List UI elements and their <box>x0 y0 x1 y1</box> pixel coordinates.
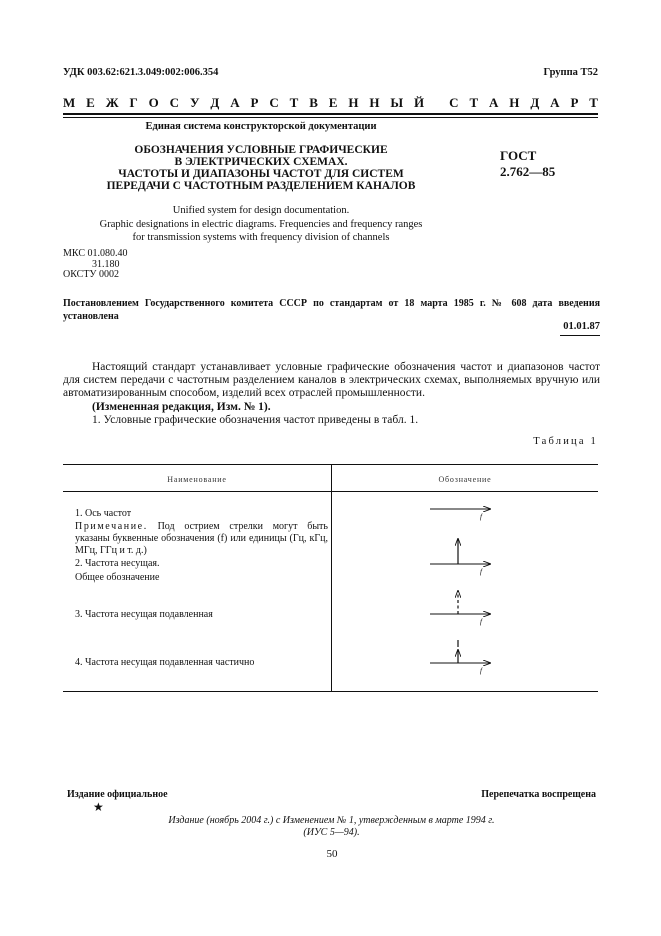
banner-letter: Н <box>369 95 380 110</box>
note-label: Примечание. <box>75 521 148 532</box>
banner-letter: Д <box>530 95 540 110</box>
banner-letter: С <box>449 95 459 110</box>
document-title <box>63 144 459 192</box>
system-name: Единая система конструкторской документации <box>145 121 377 132</box>
edition-note <box>63 815 600 839</box>
star-icon: ★ <box>93 800 104 814</box>
row-carrier: 2. Частота несущая. <box>75 558 160 569</box>
gost-designation <box>500 148 555 180</box>
banner-rule-thick <box>63 113 598 115</box>
column-header-name: Наименование <box>167 475 227 484</box>
standard-banner <box>63 95 598 111</box>
introduction-date: 01.01.87 <box>563 321 600 332</box>
body-text <box>63 361 600 427</box>
edition-line: (ИУС 5—94). <box>303 827 360 838</box>
column-header-symbol: Обозначение <box>438 475 492 484</box>
title-line: ПЕРЕДАЧИ С ЧАСТОТНЫМ РАЗДЕЛЕНИЕМ КАНАЛОВ <box>106 180 416 192</box>
title-line: ОБОЗНАЧЕНИЯ УСЛОВНЫЕ ГРАФИЧЕСКИЕ <box>134 144 388 156</box>
classification-codes <box>63 249 127 281</box>
clause-1: 1. Условные графические обозначения частот приведены в табл. 1. <box>92 413 419 426</box>
banner-letter: С <box>169 95 180 110</box>
reprint-prohibited-label: Перепечатка воспрещена <box>481 789 596 800</box>
udk-code: УДК 003.62:621.3.049:002:006.354 <box>63 67 219 78</box>
axis-letter: f <box>480 568 482 576</box>
date-underline <box>560 335 600 336</box>
page-number: 50 <box>326 848 338 860</box>
decree-text: Постановлением Государственного комитета СССР по стандартам от 18 марта 1985 г. № 608 дата введения установлена <box>63 298 600 322</box>
frequency-axis-symbol <box>430 509 490 521</box>
partially-suppressed-carrier-symbol <box>430 640 490 675</box>
group-code: Группа Т52 <box>543 67 598 78</box>
banner-letter: О <box>148 95 159 110</box>
row-carrier-sub: Общее обозначение <box>75 572 160 583</box>
banner-letter: Т <box>469 95 479 110</box>
banner-letter: Т <box>289 95 299 110</box>
official-edition-label: Издание официальное <box>67 789 168 800</box>
title-line: В ЭЛЕКТРИЧЕСКИХ СХЕМАХ. <box>174 156 348 168</box>
row-carrier-partially-suppressed: 4. Частота несущая подавленная частично <box>75 657 255 668</box>
english-title <box>63 204 459 245</box>
banner-letter: В <box>309 95 318 110</box>
banner-gap <box>435 95 438 111</box>
revision-note: (Измененная редакция, Изм. № 1). <box>92 400 271 413</box>
banner-letter: Н <box>509 95 520 110</box>
banner-letter: Е <box>86 95 95 110</box>
banner-letter: Ы <box>390 95 404 110</box>
code-line: МКС 01.080.40 <box>63 248 128 259</box>
frequency-symbols <box>420 495 500 685</box>
banner-letter: А <box>550 95 560 110</box>
gost-label: ГОСТ <box>500 148 537 163</box>
banner-letter: Ж <box>105 95 119 110</box>
row-carrier-suppressed: 3. Частота несущая подавленная <box>75 609 213 620</box>
code-line: 31.180 <box>92 258 120 270</box>
banner-rule-thin <box>63 117 598 118</box>
row-note <box>75 521 328 557</box>
edition-line: Издание (ноябрь 2004 г.) с Изменением № 1, утвержденным в марте 1994 г. <box>168 815 495 826</box>
banner-letter: А <box>230 95 240 110</box>
axis-letter: f <box>480 667 482 675</box>
title-line: ЧАСТОТЫ И ДИАПАЗОНЫ ЧАСТОТ ДЛЯ СИСТЕМ <box>118 168 404 180</box>
banner-letter: Р <box>250 95 259 110</box>
axis-letter: f <box>480 513 482 521</box>
banner-letter: Е <box>328 95 338 110</box>
banner-letter: Й <box>414 95 425 110</box>
banner-letter: М <box>63 95 76 110</box>
banner-letter: Н <box>348 95 359 110</box>
english-line: Unified system for design documentation. <box>172 205 350 216</box>
intro-paragraph: Настоящий стандарт устанавливает условные графические обозначения частот и диапазонов частот для систем передачи с частотным разделением каналов в электрических схемах, выполняемых вручную или автоматизированным способом, изделий всех отраслей промышленности. <box>63 361 600 400</box>
carrier-frequency-symbol <box>430 539 490 576</box>
banner-letter: С <box>269 95 279 110</box>
code-line: ОКСТУ 0002 <box>63 269 120 280</box>
english-line: Graphic designations in electric diagrams. Frequencies and frequency ranges <box>99 218 423 230</box>
note-text: Под острием стрелки могут быть указаны буквенные обозначения (f) или единицы (Гц, кГц, МГц, ГГц и т. д.) <box>75 521 328 556</box>
axis-letter: f <box>480 618 482 626</box>
banner-letter: Р <box>570 95 579 110</box>
banner-letter: У <box>189 95 200 110</box>
table-caption: Таблица 1 <box>533 436 598 447</box>
suppressed-carrier-symbol <box>430 591 490 626</box>
banner-letter: Г <box>129 95 138 110</box>
banner-letter: Т <box>589 95 598 110</box>
banner-letter: Д <box>210 95 220 110</box>
table-column-divider <box>331 464 332 692</box>
english-line: for transmission systems with frequency division of channels <box>132 232 390 243</box>
banner-letter: А <box>489 95 499 110</box>
gost-number: 2.762—85 <box>500 164 556 179</box>
row-frequency-axis: 1. Ось частот <box>75 508 132 519</box>
